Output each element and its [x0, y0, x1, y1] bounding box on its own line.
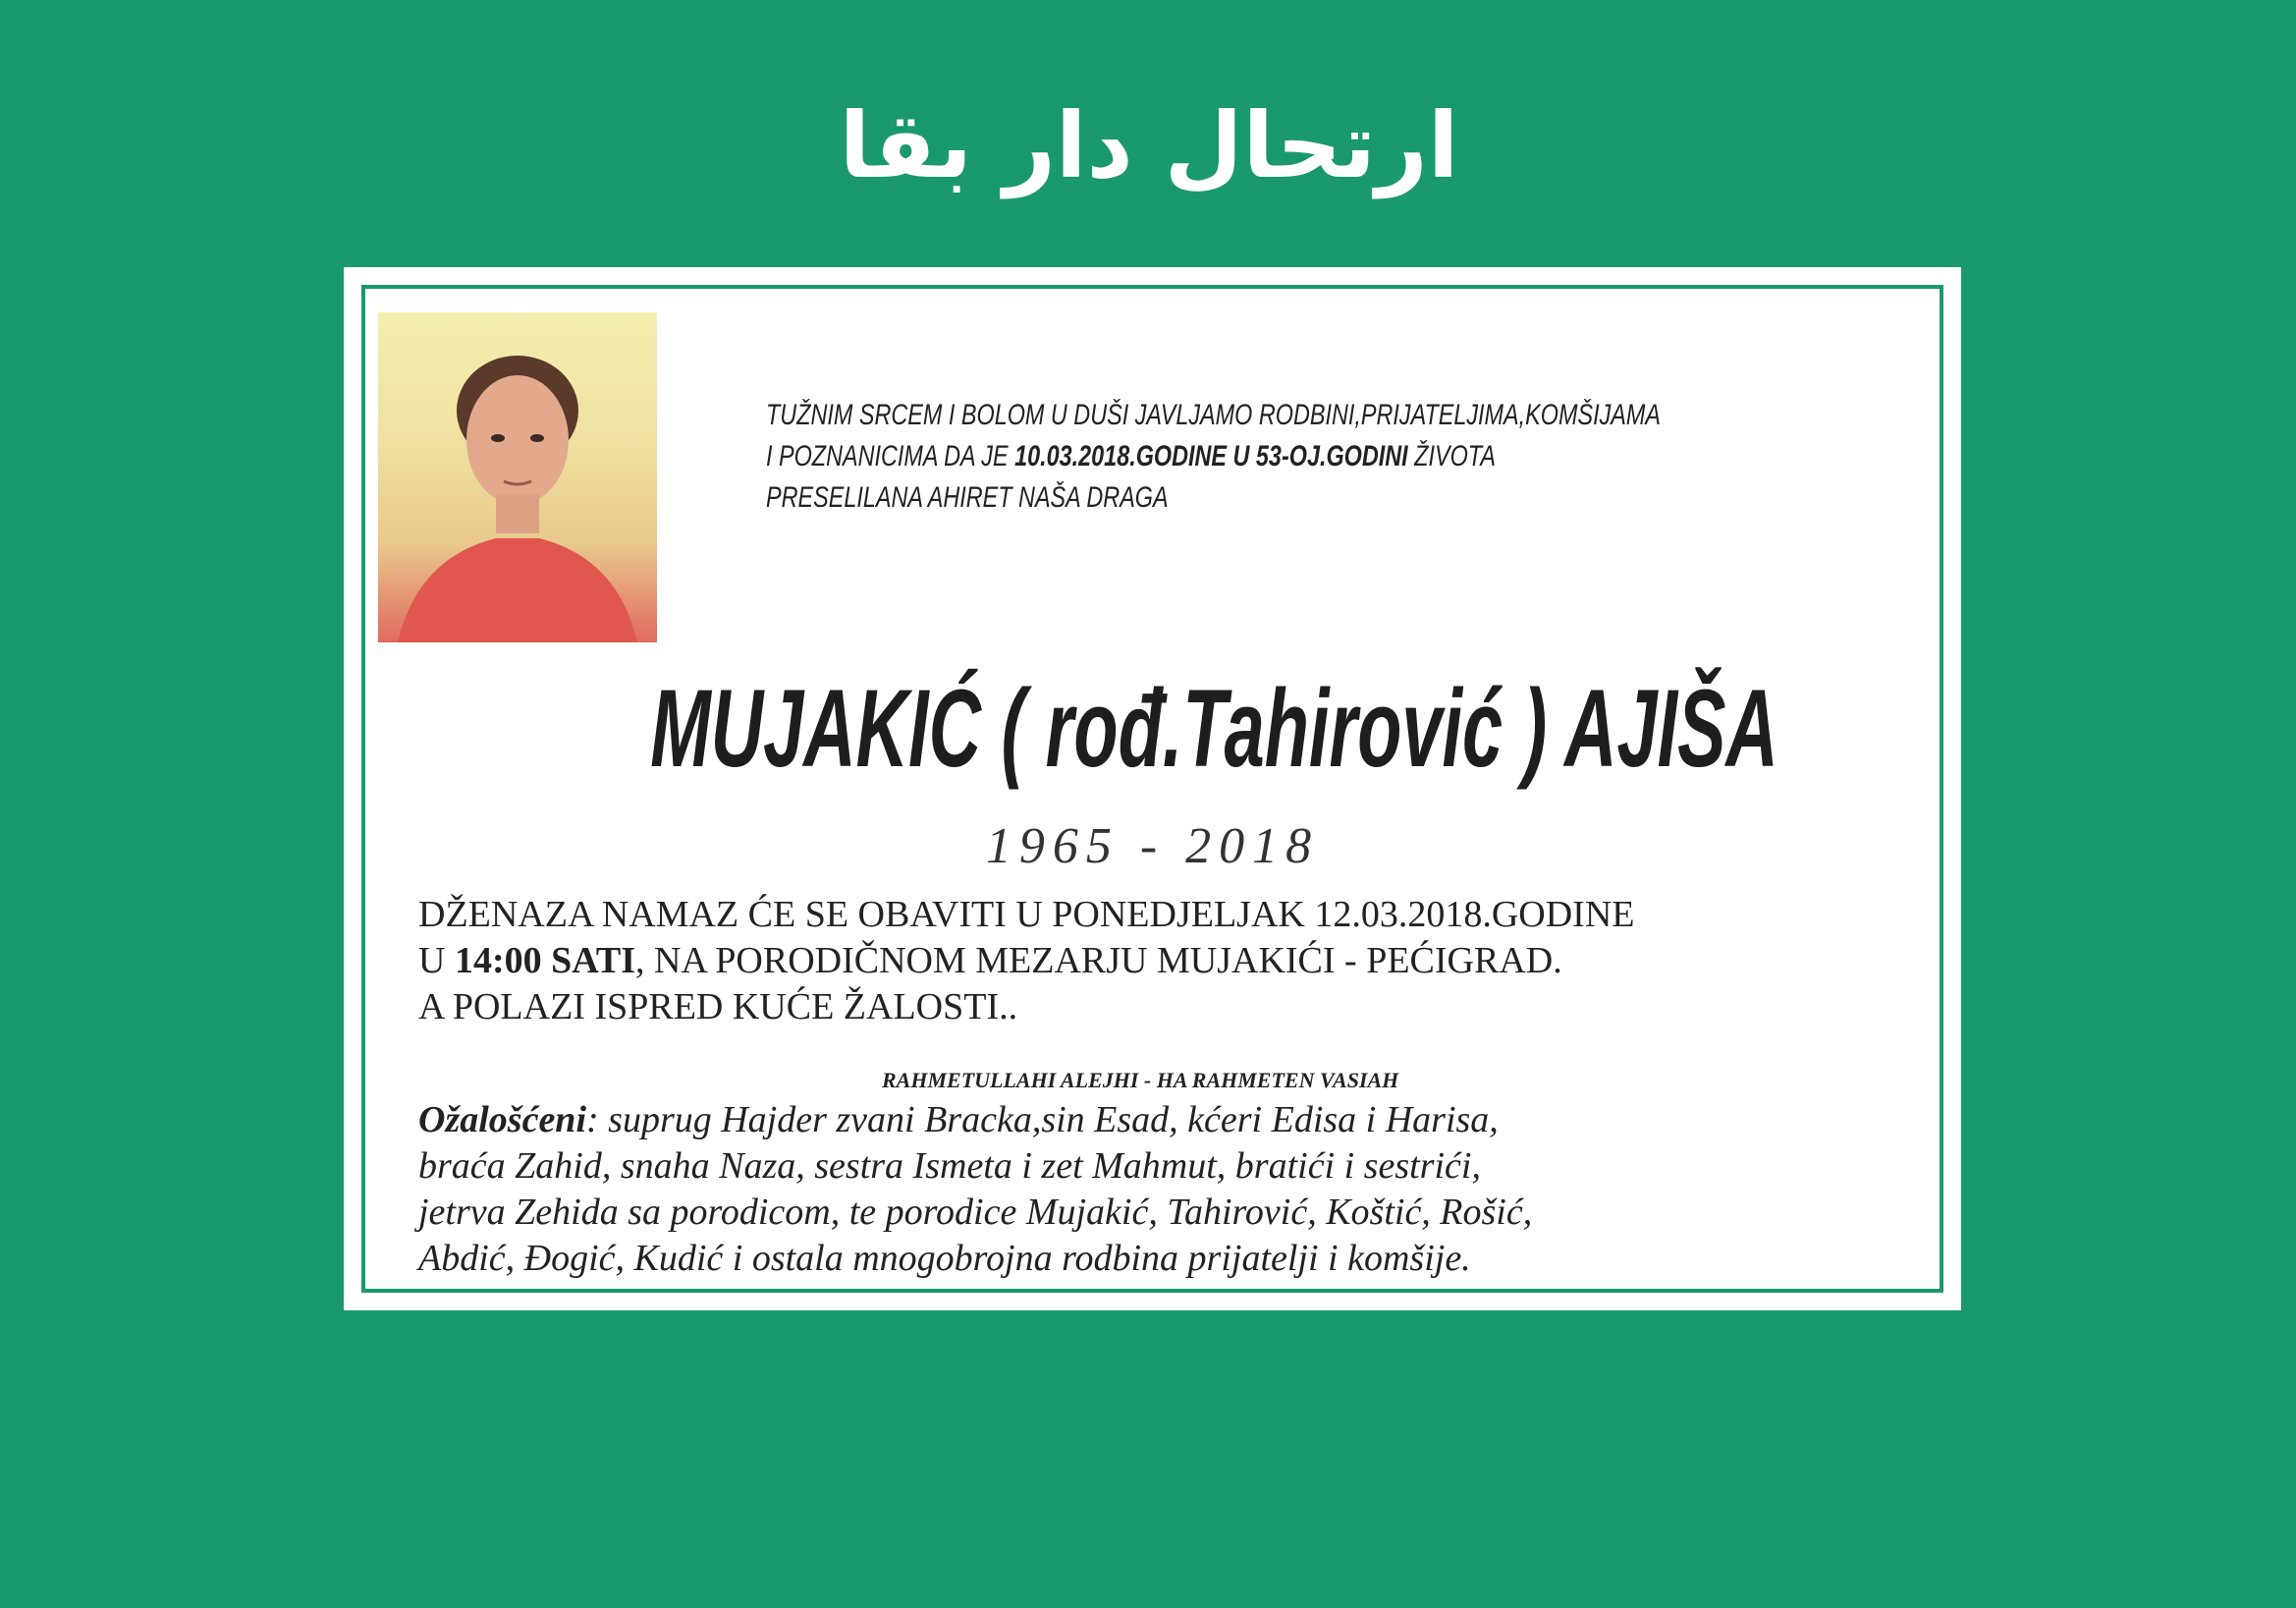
intro-line-2-a: I POZNANICIMA DA JE: [766, 440, 1015, 472]
deceased-name: MUJAKIĆ ( rođ.Tahirović ) AJIŠA: [650, 667, 1778, 790]
death-date: 10.03.2018.GODINE U 53-OJ.GODINI: [1014, 440, 1408, 472]
mourners-line-3: jetrva Zehida sa porodicom, te porodice Mujakić, Tahirović, Koštić, Rošić,: [418, 1192, 1533, 1233]
intro-text: [766, 395, 1661, 519]
funeral-line-2-c: , NA PORODIČNOM MEZARJU MUJAKIĆI - PEĆIGRAD.: [635, 940, 1562, 981]
mourners-list: [418, 1097, 1911, 1282]
arabic-calligraphy-header: [839, 59, 1459, 255]
intro-line-1: TUŽNIM SRCEM I BOLOM U DUŠI JAVLJAMO RODBINI,PRIJATELJIMA,KOMŠIJAMA: [766, 399, 1661, 431]
portrait-illustration: [378, 312, 657, 642]
mourners-line-4: Abdić, Đogić, Kudić i ostala mnogobrojna rodbina prijatelji i komšije.: [418, 1238, 1471, 1279]
mourners-line-1: [418, 1097, 1911, 1143]
mourners-line-1-text: : suprug Hajder zvani Bracka,sin Esad, kćeri Edisa i Harisa,: [586, 1099, 1499, 1140]
rahmet-prayer: RAHMETULLAHI ALEJHI - HA RAHMETEN VASIAH: [882, 1068, 1399, 1092]
obituary-card: [344, 267, 1961, 1310]
portrait-photo: [378, 312, 657, 642]
mourners-line-2: braća Zahid, snaha Naza, sestra Ismeta i zet Mahmut, bratići i sestrići,: [418, 1145, 1481, 1187]
funeral-line-1: DŽENAZA NAMAZ ĆE SE OBAVITI U PONEDJELJAK 12.03.2018.GODINE: [418, 894, 1635, 935]
intro-line-2-c: ŽIVOTA: [1407, 440, 1496, 472]
life-years: 1965 - 2018: [985, 818, 1320, 874]
mourners-label: Ožalošćeni: [418, 1099, 586, 1140]
calligraphy-text: ارتحال دار بقا: [839, 93, 1459, 198]
funeral-info: [418, 892, 1891, 1030]
funeral-line-3: A POLAZI ISPRED KUĆE ŽALOSTI..: [418, 986, 1018, 1027]
funeral-time: 14:00 SATI: [454, 940, 635, 981]
funeral-line-2: [418, 938, 1891, 984]
intro-line-3: PRESELILANA AHIRET NAŠA DRAGA: [766, 481, 1169, 514]
funeral-line-2-a: U: [418, 940, 455, 981]
intro-line-2: [766, 436, 1532, 477]
